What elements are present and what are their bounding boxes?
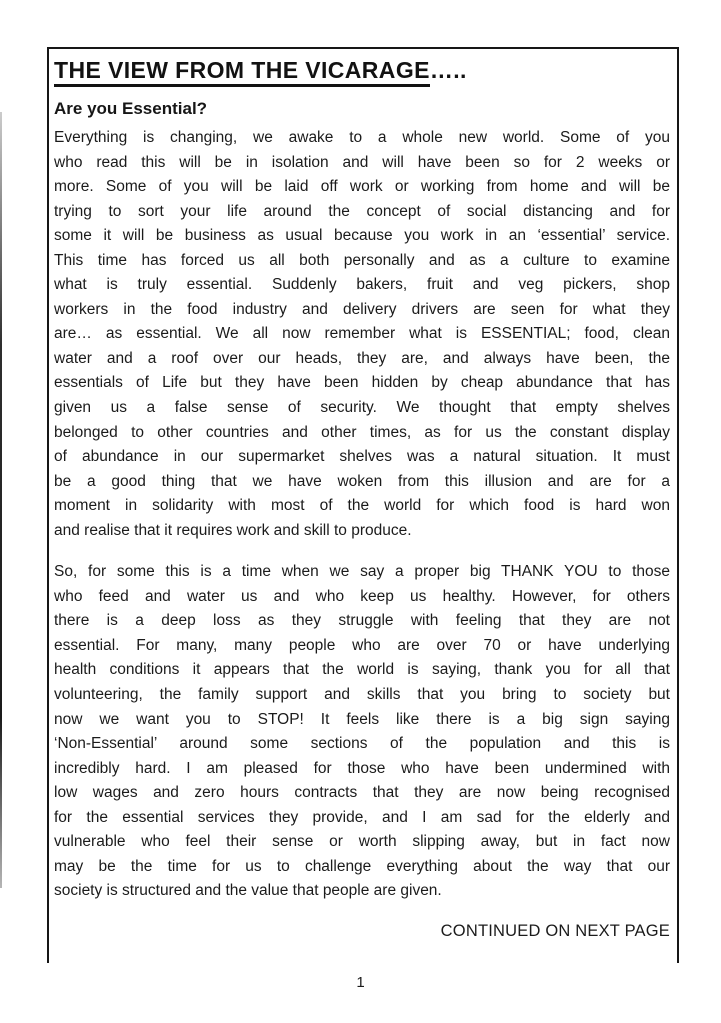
text-line: So, for some this is a time when we say a proper big THANK YOU to those	[54, 563, 670, 581]
text-line: be a good thing that we have woken from this illusion and are for a	[54, 472, 670, 490]
text-line: who feed and water us and who keep us healthy. However, for others	[54, 587, 670, 605]
text-line: more. Some of you will be laid off work or working from home and will be	[54, 178, 670, 196]
text-line: low wages and zero hours contracts that they are now being recognised	[54, 784, 670, 802]
text-line: and realise that it requires work and skill to produce.	[54, 521, 412, 539]
text-line: some it will be business as usual because you work in an ‘essential’ service.	[54, 227, 670, 245]
text-line: essentials of Life but they have been hidden by cheap abundance that has	[54, 374, 670, 392]
article-box	[47, 47, 679, 963]
text-line: ‘Non-Essential’ around some sections of the population and this is	[54, 735, 670, 753]
text-line: incredibly hard. I am pleased for those who have been undermined with	[54, 759, 670, 777]
article-heading: Are you Essential?	[54, 99, 208, 118]
text-line: belonged to other countries and other times, as for us the constant display	[54, 423, 670, 441]
page-number: 1	[356, 974, 365, 991]
text-line: moment in solidarity with most of the world for which food is hard won	[54, 497, 670, 515]
article-title-dots: …..	[429, 57, 467, 83]
text-line: who read this will be in isolation and will have been so for 2 weeks or	[54, 153, 670, 171]
paragraph-2	[54, 560, 670, 904]
article-title	[54, 57, 670, 84]
text-line: Everything is changing, we awake to a whole new world. Some of you	[54, 129, 670, 146]
article-title-text: THE VIEW FROM THE VICARAGE	[54, 57, 430, 87]
text-line: water and a roof over our heads, they are, and always have been, the	[54, 349, 670, 367]
continued-note: CONTINUED ON NEXT PAGE	[440, 921, 670, 940]
text-line: health conditions it appears that the world is saying, thank you for all that	[54, 661, 670, 679]
text-line: for the essential services they provide, and I am sad for the elderly and	[54, 808, 670, 826]
text-line: given us a false sense of security. We thought that empty shelves	[54, 399, 670, 417]
text-line: trying to sort your life around the concept of social distancing and for	[54, 202, 670, 220]
text-line: This time has forced us all both personally and as a culture to examine	[54, 251, 670, 269]
text-line: volunteering, the family support and skills that you bring to society but	[54, 686, 670, 704]
text-line: workers in the food industry and delivery drivers are seen for what they	[54, 300, 670, 318]
text-line: are… as essential. We all now remember what is ESSENTIAL; food, clean	[54, 325, 670, 343]
text-line: there is a deep loss as they struggle with feeling that they are not	[54, 612, 670, 630]
text-line: may be the time for us to challenge everything about the way that our	[54, 857, 670, 875]
paragraph-1	[54, 126, 670, 543]
text-line: of abundance in our supermarket shelves was a natural situation. It must	[54, 448, 670, 466]
text-line: vulnerable who feel their sense or worth slipping away, but in fact now	[54, 833, 670, 851]
text-line: society is structured and the value that people are given.	[54, 882, 442, 900]
text-line: what is truly essential. Suddenly bakers, fruit and veg pickers, shop	[54, 276, 670, 294]
text-line: essential. For many, many people who are over 70 or have underlying	[54, 636, 670, 654]
scan-edge-line	[0, 112, 2, 888]
text-line: now we want you to STOP! It feels like there is a big sign saying	[54, 710, 670, 728]
